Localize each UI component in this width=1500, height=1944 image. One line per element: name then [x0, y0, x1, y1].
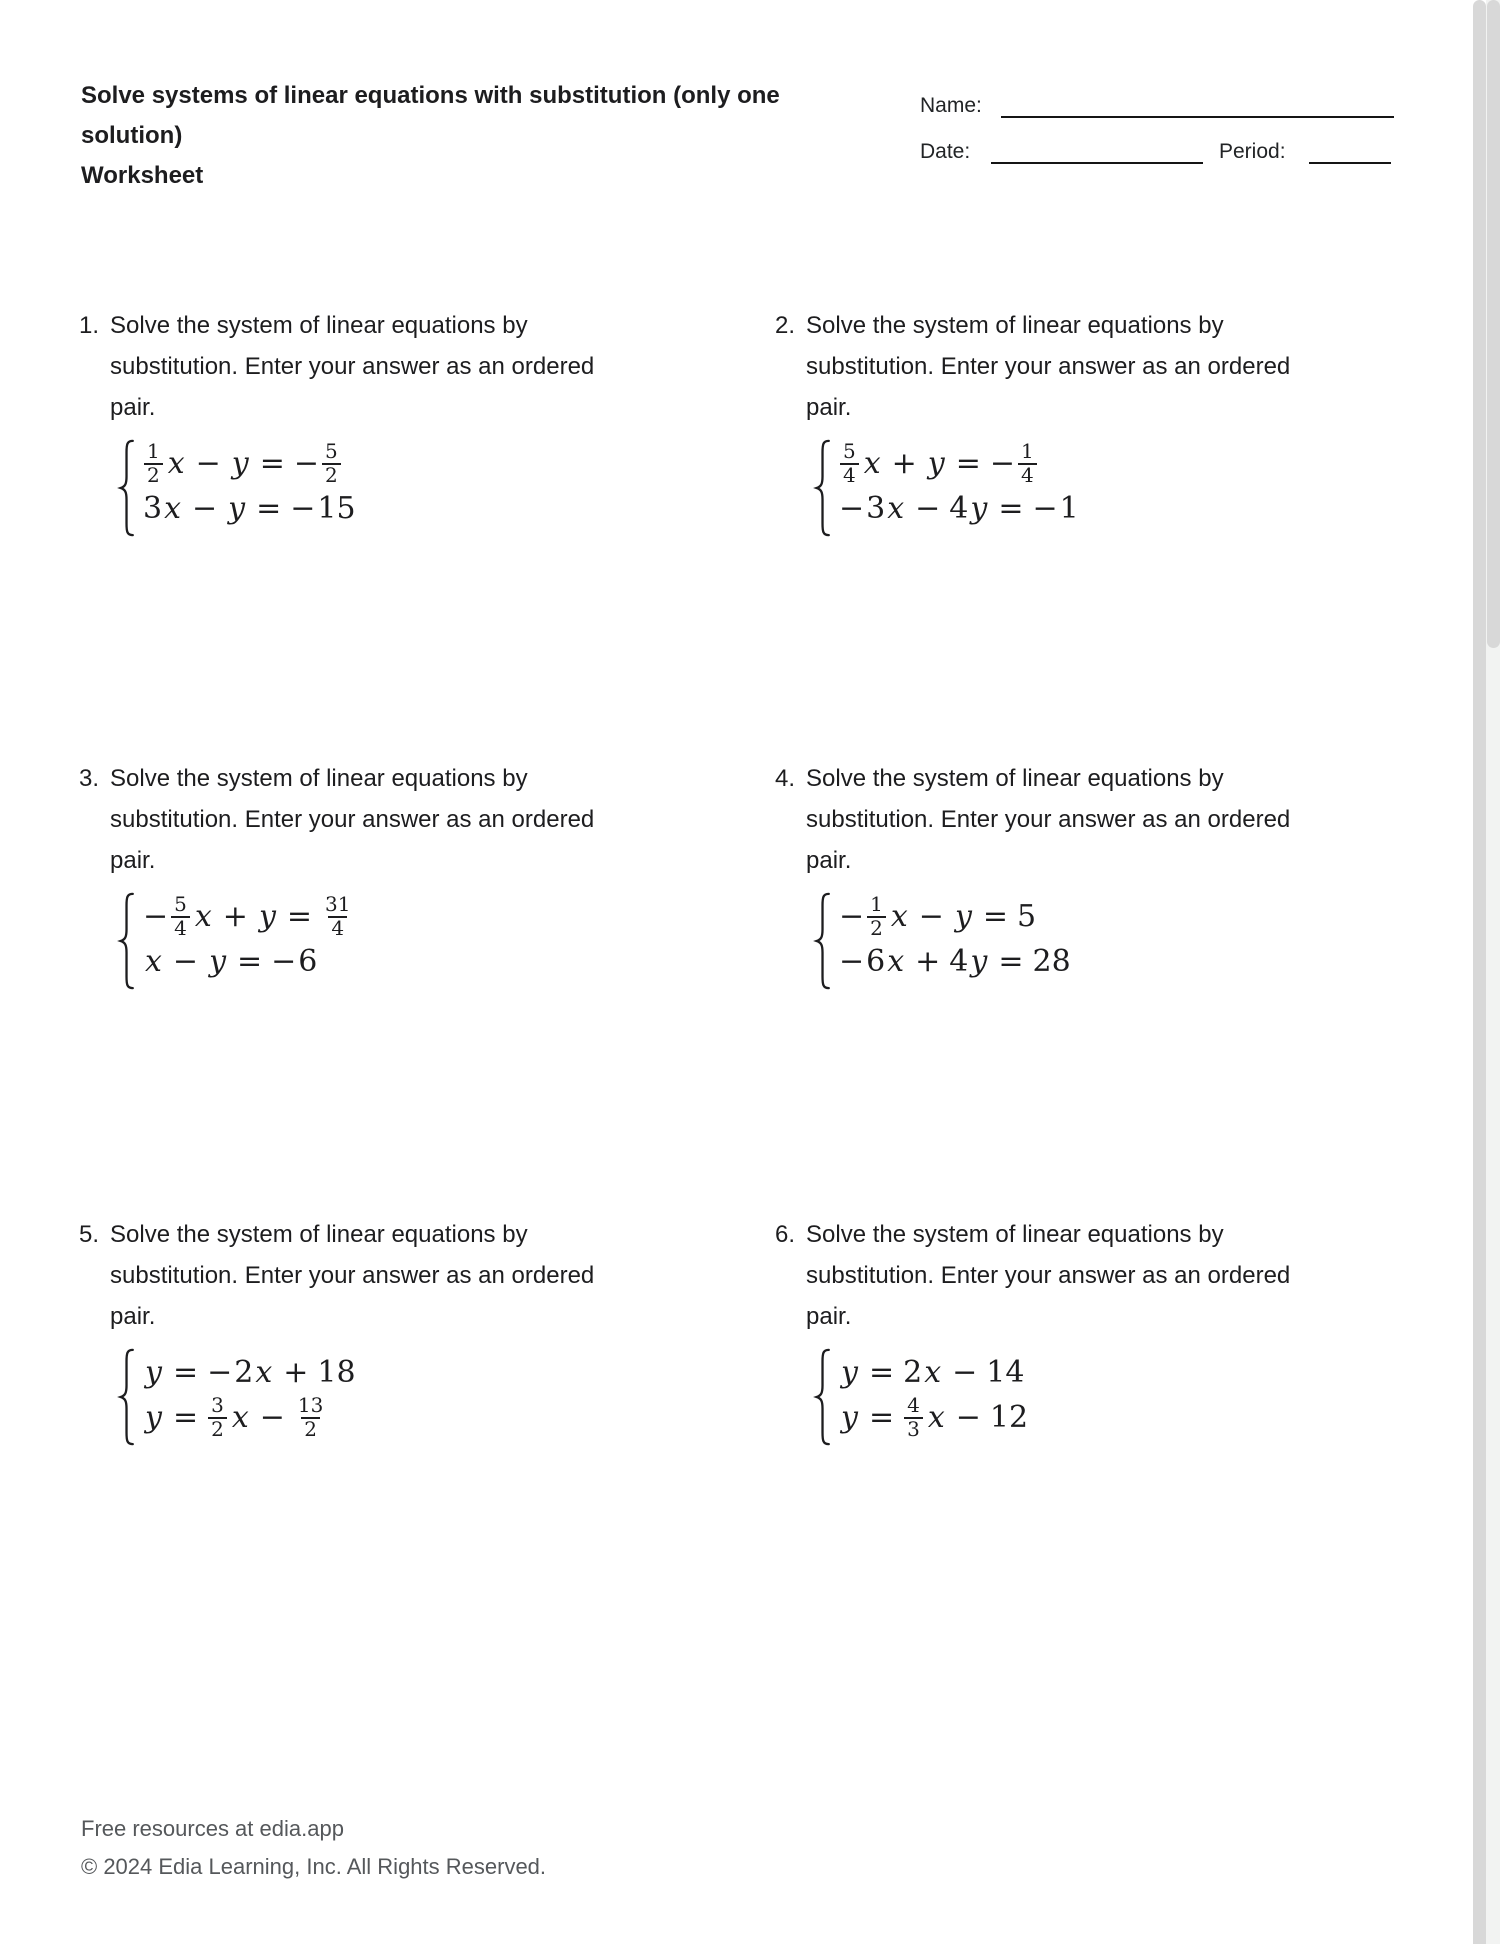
eq-num: 6 [866, 944, 886, 979]
prompt-line-2: substitution. Enter your answer as an ordered [806, 353, 1291, 380]
eq-sign: − [207, 1355, 233, 1390]
eq-var: y [841, 1355, 858, 1390]
fraction-denominator: 3 [904, 1417, 923, 1441]
fraction-numerator: 5 [174, 891, 187, 916]
prompt-line-1: Solve the system of linear equations by [110, 1221, 528, 1248]
eq-var: x [231, 1400, 249, 1435]
equation [839, 1350, 1028, 1395]
eq-sign: − [989, 446, 1016, 481]
system-brace-icon [812, 1347, 834, 1447]
problem-number: 5. [79, 1221, 100, 1248]
eq-num: 4 [949, 944, 969, 979]
equation-lines [839, 1350, 1028, 1447]
equation-system [116, 438, 356, 538]
eq-var: y [228, 491, 246, 526]
eq-op: + [283, 1355, 309, 1390]
eq-op: − [195, 446, 221, 481]
fraction [171, 891, 190, 940]
equation-system [812, 1350, 1028, 1447]
problem-2 [775, 305, 1425, 526]
worksheet-subtitle: Worksheet [81, 162, 204, 189]
equation [839, 486, 1079, 531]
prompt-line-2: substitution. Enter your answer as an ordered [806, 1262, 1291, 1289]
eq-var: x [255, 1355, 273, 1390]
equation-system [812, 438, 1079, 538]
prompt-line-3: pair. [110, 394, 156, 421]
system-brace-icon [116, 891, 138, 991]
eq-var: y [145, 1400, 162, 1435]
eq-var: x [167, 446, 185, 481]
fraction [208, 1392, 227, 1441]
eq-num: 2 [903, 1355, 923, 1390]
equation-lines [143, 1350, 356, 1447]
eq-var: y [258, 899, 276, 934]
system-brace-icon [116, 1347, 138, 1447]
equation-system [116, 891, 356, 991]
worksheet-title-line-1: Solve systems of linear equations with substitution (only one [81, 82, 780, 109]
eq-op: − [915, 491, 941, 526]
problem-number: 6. [775, 1221, 796, 1248]
prompt-line-3: pair. [806, 1303, 852, 1330]
system-brace-icon [116, 438, 138, 538]
eq-var: y [841, 1400, 858, 1435]
fraction-denominator: 2 [867, 916, 886, 940]
fraction-denominator: 4 [1018, 463, 1037, 487]
eq-var: y [970, 944, 988, 979]
eq-op: = [172, 1355, 199, 1390]
problem-1 [79, 305, 729, 526]
footer-resources-text: Free resources at edia.app [81, 1816, 344, 1841]
fraction-numerator: 1 [1021, 438, 1034, 463]
eq-var: y [145, 1355, 162, 1390]
fraction-numerator: 5 [325, 438, 338, 463]
name-label: Name: [920, 94, 982, 117]
equation [143, 486, 356, 531]
fraction-numerator: 4 [907, 1392, 920, 1417]
equation [143, 891, 356, 940]
fraction [322, 438, 341, 487]
scrollbar-thumb[interactable] [1487, 0, 1500, 648]
prompt-line-2: substitution. Enter your answer as an ordered [806, 806, 1291, 833]
equation [839, 939, 1071, 984]
eq-var: x [164, 491, 182, 526]
eq-op: + [222, 899, 248, 934]
prompt-line-2: substitution. Enter your answer as an ordered [110, 353, 595, 380]
system-brace-icon [812, 438, 834, 538]
equation-system [812, 891, 1071, 991]
date-label: Date: [920, 140, 971, 163]
problem-4 [775, 758, 1425, 979]
prompt-line-1: Solve the system of linear equations by [806, 312, 1224, 339]
eq-op: − [259, 1400, 285, 1435]
fraction-denominator: 4 [328, 916, 347, 940]
eq-op: = [868, 1355, 895, 1390]
prompt-line-1: Solve the system of linear equations by [110, 765, 528, 792]
eq-num: 2 [234, 1355, 254, 1390]
eq-op: = [286, 899, 313, 934]
eq-var: x [927, 1400, 945, 1435]
fraction [322, 891, 353, 940]
prompt-line-3: pair. [806, 394, 852, 421]
prompt-line-3: pair. [806, 847, 852, 874]
eq-num: 15 [317, 491, 356, 526]
eq-op: = [237, 944, 263, 979]
problem-number: 2. [775, 312, 796, 339]
eq-op: = [172, 1400, 199, 1435]
fraction-numerator: 3 [211, 1392, 224, 1417]
period-label: Period: [1219, 140, 1286, 163]
prompt-line-1: Solve the system of linear equations by [806, 765, 1224, 792]
eq-op: = [256, 491, 282, 526]
equation-lines [839, 438, 1079, 538]
equation [839, 891, 1071, 940]
eq-op: = [259, 446, 285, 481]
fraction-denominator: 4 [840, 463, 859, 487]
problem-5 [79, 1214, 729, 1441]
eq-op: = [998, 944, 1024, 979]
eq-sign: − [293, 446, 320, 481]
eq-num: 5 [1017, 899, 1037, 934]
eq-num: 3 [143, 491, 163, 526]
prompt-line-3: pair. [110, 847, 156, 874]
eq-sign: − [1032, 491, 1058, 526]
eq-var: x [887, 944, 905, 979]
eq-var: y [927, 446, 945, 481]
eq-op: + [891, 446, 917, 481]
prompt-line-2: substitution. Enter your answer as an ordered [110, 1262, 595, 1289]
fraction [144, 438, 163, 487]
equation [839, 438, 1079, 487]
eq-num: 1 [1059, 491, 1079, 526]
fraction [904, 1392, 923, 1441]
problem-number: 3. [79, 765, 100, 792]
eq-var: y [231, 446, 249, 481]
eq-var: x [924, 1355, 942, 1390]
equation [143, 939, 356, 984]
fraction-denominator: 2 [144, 463, 163, 487]
equation [143, 438, 356, 487]
eq-op: − [952, 1355, 978, 1390]
prompt-line-3: pair. [110, 1303, 156, 1330]
eq-num: 14 [986, 1355, 1025, 1390]
eq-var: x [890, 899, 908, 934]
eq-op: = [998, 491, 1024, 526]
fraction-denominator: 2 [301, 1417, 320, 1441]
period-blank-line [1309, 162, 1391, 164]
fraction-denominator: 2 [322, 463, 341, 487]
problem-6 [775, 1214, 1425, 1441]
eq-num: 4 [949, 491, 969, 526]
eq-var: x [887, 491, 905, 526]
eq-op: + [915, 944, 941, 979]
eq-num: 6 [298, 944, 318, 979]
equation-system [116, 1350, 356, 1447]
inner-scrollbar-thumb[interactable] [1473, 0, 1486, 1944]
fraction-numerator: 1 [870, 891, 883, 916]
eq-num: 28 [1032, 944, 1071, 979]
date-blank-line [991, 162, 1203, 164]
eq-sign: − [839, 944, 865, 979]
eq-var: x [863, 446, 881, 481]
fraction-numerator: 1 [147, 438, 160, 463]
eq-var: y [209, 944, 227, 979]
problem-number: 4. [775, 765, 796, 792]
eq-var: x [194, 899, 212, 934]
name-blank-line [1001, 116, 1394, 118]
eq-op: − [955, 1400, 981, 1435]
prompt-line-1: Solve the system of linear equations by [806, 1221, 1224, 1248]
eq-op: = [982, 899, 1009, 934]
eq-op: − [192, 491, 218, 526]
eq-num: 18 [317, 1355, 356, 1390]
footer-copyright-text: © 2024 Edia Learning, Inc. All Rights Reserved. [81, 1854, 547, 1879]
eq-var: x [145, 944, 162, 979]
prompt-line-1: Solve the system of linear equations by [110, 312, 528, 339]
fraction-numerator: 5 [843, 438, 856, 463]
eq-op: − [172, 944, 199, 979]
eq-op: − [918, 899, 944, 934]
worksheet-title-line-2: solution) [81, 122, 183, 149]
eq-sign: − [271, 944, 297, 979]
equation [839, 1392, 1029, 1441]
eq-op: = [868, 1400, 895, 1435]
eq-var: y [954, 899, 972, 934]
worksheet-title [81, 76, 801, 196]
fraction-denominator: 4 [171, 916, 190, 940]
fraction [867, 891, 886, 940]
equation-lines [143, 438, 356, 538]
eq-sign: − [839, 899, 865, 934]
eq-op: = [955, 446, 981, 481]
eq-sign: − [143, 899, 169, 934]
fraction [295, 1392, 326, 1441]
fraction-numerator: 31 [325, 891, 351, 916]
system-brace-icon [812, 891, 834, 991]
equation [143, 1350, 356, 1395]
problem-3 [79, 758, 729, 979]
fraction-numerator: 13 [297, 1392, 324, 1417]
problem-number: 1. [79, 312, 100, 339]
eq-sign: − [290, 491, 316, 526]
prompt-line-2: substitution. Enter your answer as an ordered [110, 806, 595, 833]
eq-num: 12 [989, 1400, 1029, 1435]
fraction-denominator: 2 [208, 1417, 227, 1441]
equation-lines [143, 891, 356, 991]
eq-num: 3 [866, 491, 886, 526]
equation [143, 1392, 356, 1441]
eq-var: y [970, 491, 988, 526]
fraction [840, 438, 859, 487]
fraction [1018, 438, 1037, 487]
equation-lines [839, 891, 1071, 991]
eq-sign: − [839, 491, 865, 526]
